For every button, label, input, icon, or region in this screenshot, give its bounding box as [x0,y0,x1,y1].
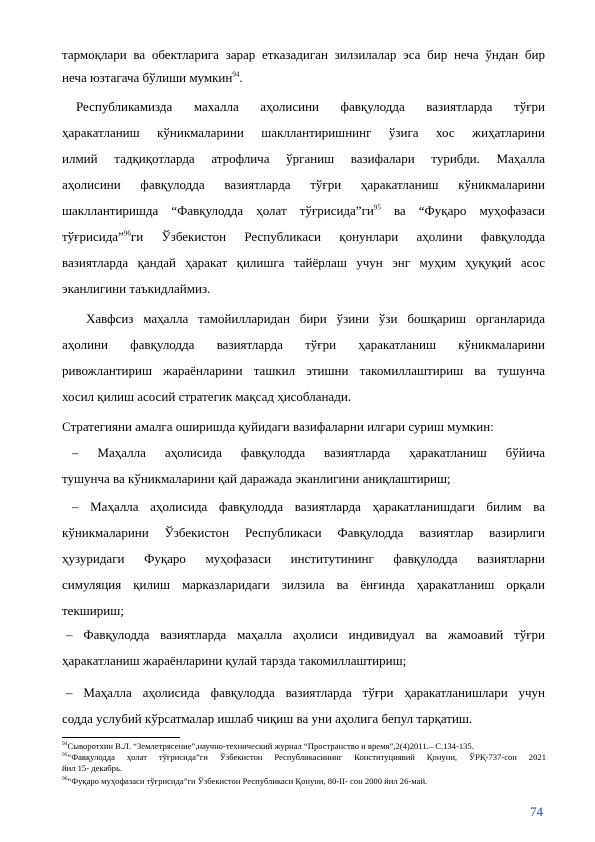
footnote-line [62,752,546,763]
body-line [62,521,545,545]
body-line-text: шакллантиришда “Фавқулодда ҳолат тўғрисида”ги [62,203,374,218]
body-line-text: неча юзтагача бўлиши мумкин [62,70,233,85]
body-line [62,147,545,171]
body-line-text: Республикамизда махалла аҳолисини фавқулодда вазиятларда тўғри [76,99,545,114]
body-line [62,495,545,519]
body-line-text-continued: ва “Фуқаро муҳофазаси [380,203,545,218]
body-line [62,599,545,623]
body-line [62,307,545,331]
footnote-text: йил 15- декабрь. [62,763,123,773]
footnote-mark: 96 [62,776,68,783]
footnote-text: “Фуқаро муҳофазаси тўғрисида”ги Ўзбекистон Республикаси Қонуни, 80-II- сон 2000 йил 26-май. [67,776,428,786]
body-line [62,66,545,90]
footnote-text: Сыворотхин В.Л. “Землетрясение”,научно-технический журнал “Пространство и время”,2(4)2011.– С.134-135. [67,741,474,751]
body-line [62,623,545,647]
body-line [62,199,545,223]
body-line [62,441,545,465]
body-line-text: аҳолисини фавқулодда вазиятларда тўғри ҳаракатланиш кўникмаларини [62,177,545,192]
body-line-text: аҳолини фавқулодда вазиятларда тўғри ҳаракатланиш кўникмаларини [62,337,545,352]
footnote-line [62,741,546,752]
body-line-text: – Маҳалла аҳолисида фавқулодда вазиятларда ҳаракатланишдаги билим ва [72,499,545,514]
body-line [62,121,545,145]
body-line [62,415,545,439]
footnote-reference[interactable]: 96 [123,229,131,238]
body-line-text: симуляция қилиш марказларидаги зилзила ва ёнғинда ҳаракатланиш орқали [62,577,545,592]
footnote-mark: 95 [62,752,68,759]
footnote-reference[interactable]: 94 [232,70,240,79]
body-line-text: ривожлантириш жараёнларини ташкил этишни такомиллаштириш ва тушунча [62,363,545,378]
body-line [62,385,545,409]
body-line-text-continued: . [239,70,243,85]
body-line-text: текшириш; [62,603,124,618]
body-line-text: Стратегияни амалга оширишда қуйидаги вазифаларни илгари суриш мумкин: [62,419,494,434]
body-line-text: ҳаракатланиш жараёнларини қулай тарзда такомиллаштириш; [62,653,407,668]
body-line-text: – Фавқулодда вазиятларда маҳалла аҳолиси индивидуал ва жамоавий тўғри [66,627,545,642]
body-line-text: илмий тадқиқотларда атрофлича ўрганиш вазифалари турибди. Маҳалла [62,151,545,166]
body-line [62,95,545,119]
body-line-text: хосил қилиш асосий стратегик мақсад ҳисобланади. [62,389,352,404]
body-line [62,707,545,731]
body-line [62,681,545,705]
body-line-text: кўникмаларини Ўзбекистон Республикаси Фавқулодда вазиятлар вазирлиги [62,525,545,540]
footnote-line [62,763,546,774]
footnote-separator [62,737,180,738]
body-line [62,333,545,357]
body-line-text: ҳаракатланиш кўникмаларини шакллантиришнинг ўзига хос жиҳатларини [62,125,545,140]
body-line [62,225,545,249]
body-line-text: – Маҳалла аҳолисида фавқулодда вазиятларда тўғри ҳаракатланишлари учун [66,685,545,700]
footnote-text: “Фавқулодда ҳолат тўғрисида”ги Ўзбекистон Республикасининг Конституциявий Қонуни, ЎРҚ-737-сон 2021 [67,752,546,762]
body-line [62,173,545,197]
body-line-text: ҳузуридаги Фуқаро муҳофазаси институтининг фавқулодда вазиятларни [62,551,545,566]
footnote-mark: 94 [62,741,68,748]
body-line [62,547,545,571]
body-line-text-continued: ги Ўзбекистон Республикаси қонунлари аҳолини фавқулодда [130,229,545,244]
body-line-text: тушунча ва кўникмаларини қай даражада эканлигини аниқлаштириш; [62,471,451,486]
body-line [62,467,545,491]
body-line-text: тармоқлари ва обектларига зарар етказадиган зилзилалар эса бир неча ўндан бир [62,47,545,62]
body-line [62,43,545,67]
body-line-text: содда услубий кўрсатмалар ишлаб чиқиш ва уни аҳолига бепул тарқатиш. [62,711,473,726]
footnote-line [62,776,546,787]
body-line [62,573,545,597]
body-line [62,359,545,383]
body-line-text: вазиятларда қандай ҳаракат қилишга тайёрлаш учун энг муҳим ҳуқуқий асос [62,255,545,270]
footnote-reference[interactable]: 95 [373,203,381,212]
body-line-text: – Маҳалла аҳолисида фавқулодда вазиятларда ҳаракатланиш бўйича [72,445,545,460]
body-line [62,649,545,673]
body-line-text: тўғрисида” [62,229,124,244]
body-line [62,251,545,275]
body-line-text: Хавфсиз маҳалла тамойилларидан бири ўзини ўзи бошқариш органларида [86,311,545,326]
body-line-text: эканлигини таъкидлаймиз. [62,281,211,296]
body-line [62,277,545,301]
page-number: 74 [530,804,543,819]
